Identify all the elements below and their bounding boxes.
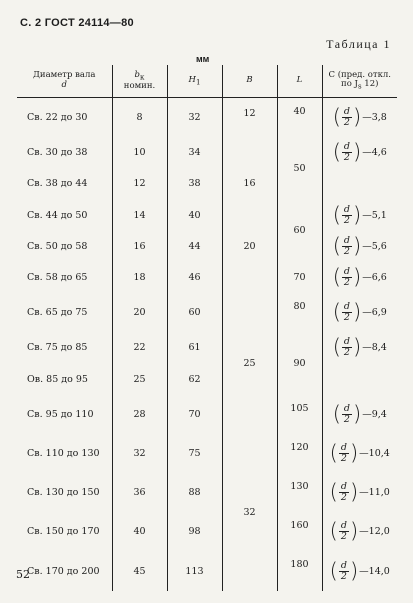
C-cell	[322, 473, 397, 512]
diameter-cell: Св. 75 до 85	[27, 342, 88, 354]
h1-cell: 113	[167, 551, 222, 590]
B-cell: 16	[222, 168, 277, 199]
right-paren: )	[352, 202, 362, 227]
C-cell	[322, 200, 397, 231]
table-row	[17, 395, 397, 434]
diameter-cell: Св. 130 до 150	[27, 487, 100, 499]
right-paren: )	[349, 480, 359, 505]
right-paren: )	[349, 440, 359, 465]
C-cell	[322, 364, 397, 395]
h1-cell: 32	[167, 98, 222, 138]
fraction-numerator: d	[343, 106, 350, 118]
C-value: —3,8	[362, 112, 387, 124]
C-cell	[322, 168, 397, 199]
C-cell	[322, 137, 397, 168]
C-cell	[322, 231, 397, 262]
right-paren: )	[349, 558, 359, 583]
h1-cell: 38	[167, 168, 222, 199]
formula	[332, 233, 387, 258]
fraction-denominator: 2	[343, 347, 350, 359]
right-paren: )	[352, 233, 362, 258]
table-row	[17, 231, 397, 262]
fraction-numerator: d	[343, 203, 350, 215]
C-value: —5,6	[362, 240, 387, 252]
b-cell: 36	[112, 473, 167, 512]
b-cell: 10	[112, 137, 167, 168]
h1-cell: 75	[167, 434, 222, 473]
fraction	[342, 302, 352, 323]
fraction-numerator: d	[340, 481, 347, 493]
col-header-diameter-text: Диаметр вала	[33, 70, 96, 81]
unit-label: мм	[196, 54, 210, 64]
fraction-denominator: 2	[340, 570, 347, 582]
h1-cell: 40	[167, 200, 222, 231]
col-header-C	[322, 65, 397, 98]
C-cell	[322, 512, 397, 551]
h1-cell: 62	[167, 364, 222, 395]
C-value: —14,0	[359, 565, 390, 577]
table-row	[17, 332, 397, 363]
formula	[329, 440, 390, 465]
formula	[332, 202, 387, 227]
page-header-left: С. 2 ГОСТ 24114—80	[20, 17, 134, 29]
diameter-cell: Св. 50 до 58	[27, 240, 88, 252]
b-cell: 40	[112, 512, 167, 551]
L-cell: 40	[277, 98, 322, 138]
col-header-diameter-symbol: d	[61, 80, 67, 90]
L-cell: 130	[277, 473, 322, 512]
B-cell: 25	[222, 293, 277, 434]
table-row	[17, 98, 397, 138]
b-cell: 28	[112, 395, 167, 434]
L-cell: 90	[277, 332, 322, 394]
table-row	[17, 512, 397, 551]
C-cell	[322, 395, 397, 434]
col-header-h-sub: 1	[195, 77, 201, 87]
fraction-numerator: d	[343, 266, 350, 278]
L-cell: 70	[277, 262, 322, 293]
fraction	[339, 521, 349, 542]
fraction-denominator: 2	[340, 492, 347, 504]
diameter-cell: Св. 38 до 44	[27, 178, 88, 190]
diameter-cell: Св. 65 до 75	[27, 307, 88, 319]
L-cell: 60	[277, 200, 322, 262]
left-paren: (	[332, 401, 341, 426]
formula	[329, 558, 390, 583]
C-value: —12,0	[359, 526, 390, 538]
col-header-C-text3: 12)	[361, 79, 379, 90]
h1-cell: 61	[167, 332, 222, 363]
C-value: —6,6	[362, 272, 387, 284]
b-cell: 22	[112, 332, 167, 363]
diameter-cell: Св. 150 до 170	[27, 526, 100, 538]
col-header-b-sub: к	[140, 72, 145, 82]
fraction	[342, 267, 352, 288]
table-row	[17, 364, 397, 395]
table-row	[17, 200, 397, 231]
fraction-denominator: 2	[340, 531, 347, 543]
diameter-cell: Св. 30 до 38	[27, 147, 88, 159]
fraction	[339, 443, 349, 464]
fraction-numerator: d	[340, 559, 347, 571]
h1-cell: 46	[167, 262, 222, 293]
fraction	[342, 337, 352, 358]
col-header-C-sub: s	[357, 82, 362, 92]
b-cell: 18	[112, 262, 167, 293]
col-header-B	[222, 65, 277, 98]
table-row	[17, 473, 397, 512]
B-cell: 12	[222, 98, 277, 169]
table-header-row	[17, 65, 397, 98]
C-cell	[322, 434, 397, 473]
left-paren: (	[332, 202, 341, 227]
left-paren: (	[329, 440, 338, 465]
h1-cell: 98	[167, 512, 222, 551]
C-value: —5,1	[362, 209, 387, 221]
fraction-denominator: 2	[343, 312, 350, 324]
col-header-C-text2: по J	[341, 79, 358, 90]
fraction-denominator: 2	[343, 413, 350, 425]
fraction	[339, 482, 349, 503]
b-cell: 14	[112, 200, 167, 231]
B-cell: 20	[222, 200, 277, 294]
col-header-diameter	[17, 65, 112, 98]
L-cell: 120	[277, 434, 322, 473]
b-cell: 32	[112, 434, 167, 473]
diameter-cell: Св. 58 до 65	[27, 272, 88, 284]
table-row	[17, 293, 397, 332]
formula	[333, 107, 387, 128]
fraction-numerator: d	[343, 336, 350, 348]
fraction-numerator: d	[343, 402, 350, 414]
col-header-h	[167, 65, 222, 98]
formula	[332, 401, 387, 426]
C-cell	[322, 551, 397, 590]
fraction	[342, 404, 352, 425]
diameter-cell: Ов. 85 до 95	[27, 373, 88, 385]
diameter-cell: Св. 170 до 200	[27, 565, 100, 577]
L-cell: 50	[277, 137, 322, 199]
page-number: 52	[16, 568, 30, 581]
left-paren: (	[332, 233, 341, 258]
B-cell: 32	[222, 434, 277, 591]
L-cell: 180	[277, 551, 322, 590]
fraction-numerator: d	[340, 442, 347, 453]
left-paren: (	[332, 335, 341, 360]
table-row	[17, 262, 397, 293]
fraction-denominator: 2	[343, 277, 350, 289]
dimensions-table	[17, 65, 397, 591]
right-paren: )	[352, 265, 362, 290]
col-header-b-symbol: b	[134, 69, 140, 80]
fraction-denominator: 2	[343, 214, 350, 226]
diameter-cell: Св. 44 до 50	[27, 209, 88, 221]
h1-cell: 60	[167, 293, 222, 332]
fraction	[339, 561, 349, 582]
col-header-L-symbol: L	[296, 75, 303, 86]
right-paren: )	[352, 140, 362, 165]
right-paren: )	[352, 335, 362, 360]
right-paren: )	[349, 519, 359, 544]
b-cell: 12	[112, 168, 167, 199]
fraction-denominator: 2	[343, 117, 350, 129]
left-paren: (	[329, 519, 338, 544]
b-cell: 8	[112, 98, 167, 138]
b-cell: 16	[112, 231, 167, 262]
table-row	[17, 168, 397, 199]
col-header-L	[277, 65, 322, 98]
left-paren: (	[332, 265, 341, 290]
fraction-denominator: 2	[340, 452, 347, 464]
C-value: —8,4	[362, 342, 387, 354]
b-cell: 20	[112, 293, 167, 332]
h1-cell: 34	[167, 137, 222, 168]
L-cell: 160	[277, 512, 322, 551]
fraction	[342, 142, 352, 163]
C-value: —6,9	[362, 307, 387, 319]
fraction-numerator: d	[343, 141, 350, 153]
h1-cell: 88	[167, 473, 222, 512]
b-cell: 45	[112, 551, 167, 590]
L-cell: 80	[277, 293, 322, 332]
diameter-cell: Св. 22 до 30	[27, 112, 88, 124]
C-cell	[322, 262, 397, 293]
col-header-b-text: номин.	[123, 80, 156, 91]
right-paren: )	[352, 401, 362, 426]
left-paren: (	[332, 105, 341, 130]
table-row	[17, 551, 397, 590]
C-value: —4,6	[362, 147, 387, 159]
fraction	[342, 205, 352, 226]
L-cell: 105	[277, 395, 322, 434]
C-cell	[322, 293, 397, 332]
C-value: —10,4	[359, 447, 390, 459]
table-row	[17, 137, 397, 168]
h1-cell: 70	[167, 395, 222, 434]
formula	[333, 302, 387, 323]
formula	[330, 521, 390, 542]
formula	[333, 267, 387, 288]
fraction-numerator: d	[340, 520, 347, 532]
diameter-cell: Св. 110 до 130	[27, 447, 100, 459]
fraction-numerator: d	[343, 301, 350, 313]
right-paren: )	[352, 105, 362, 130]
C-cell	[322, 332, 397, 363]
diameter-cell: Св. 95 до 110	[27, 408, 94, 420]
b-cell: 25	[112, 364, 167, 395]
table-caption: Таблица 1	[326, 37, 391, 51]
col-header-C-text: C (пред. откл.	[328, 69, 392, 80]
fraction	[342, 236, 352, 257]
col-header-B-symbol: B	[246, 75, 253, 86]
fraction-denominator: 2	[343, 245, 350, 257]
fraction-denominator: 2	[343, 152, 350, 164]
C-value: —11,0	[359, 487, 390, 499]
formula	[330, 482, 390, 503]
col-header-h-symbol: H	[188, 74, 196, 85]
formula	[333, 337, 387, 358]
h1-cell: 44	[167, 231, 222, 262]
C-value: —9,4	[362, 408, 387, 420]
left-paren: (	[332, 140, 341, 165]
left-paren: (	[332, 300, 341, 325]
left-paren: (	[329, 558, 338, 583]
formula	[333, 142, 387, 163]
right-paren: )	[352, 300, 362, 325]
left-paren: (	[329, 480, 338, 505]
table-row	[17, 434, 397, 473]
col-header-b	[112, 65, 167, 98]
fraction	[342, 107, 352, 128]
fraction-numerator: d	[343, 234, 350, 246]
C-cell	[322, 98, 397, 138]
